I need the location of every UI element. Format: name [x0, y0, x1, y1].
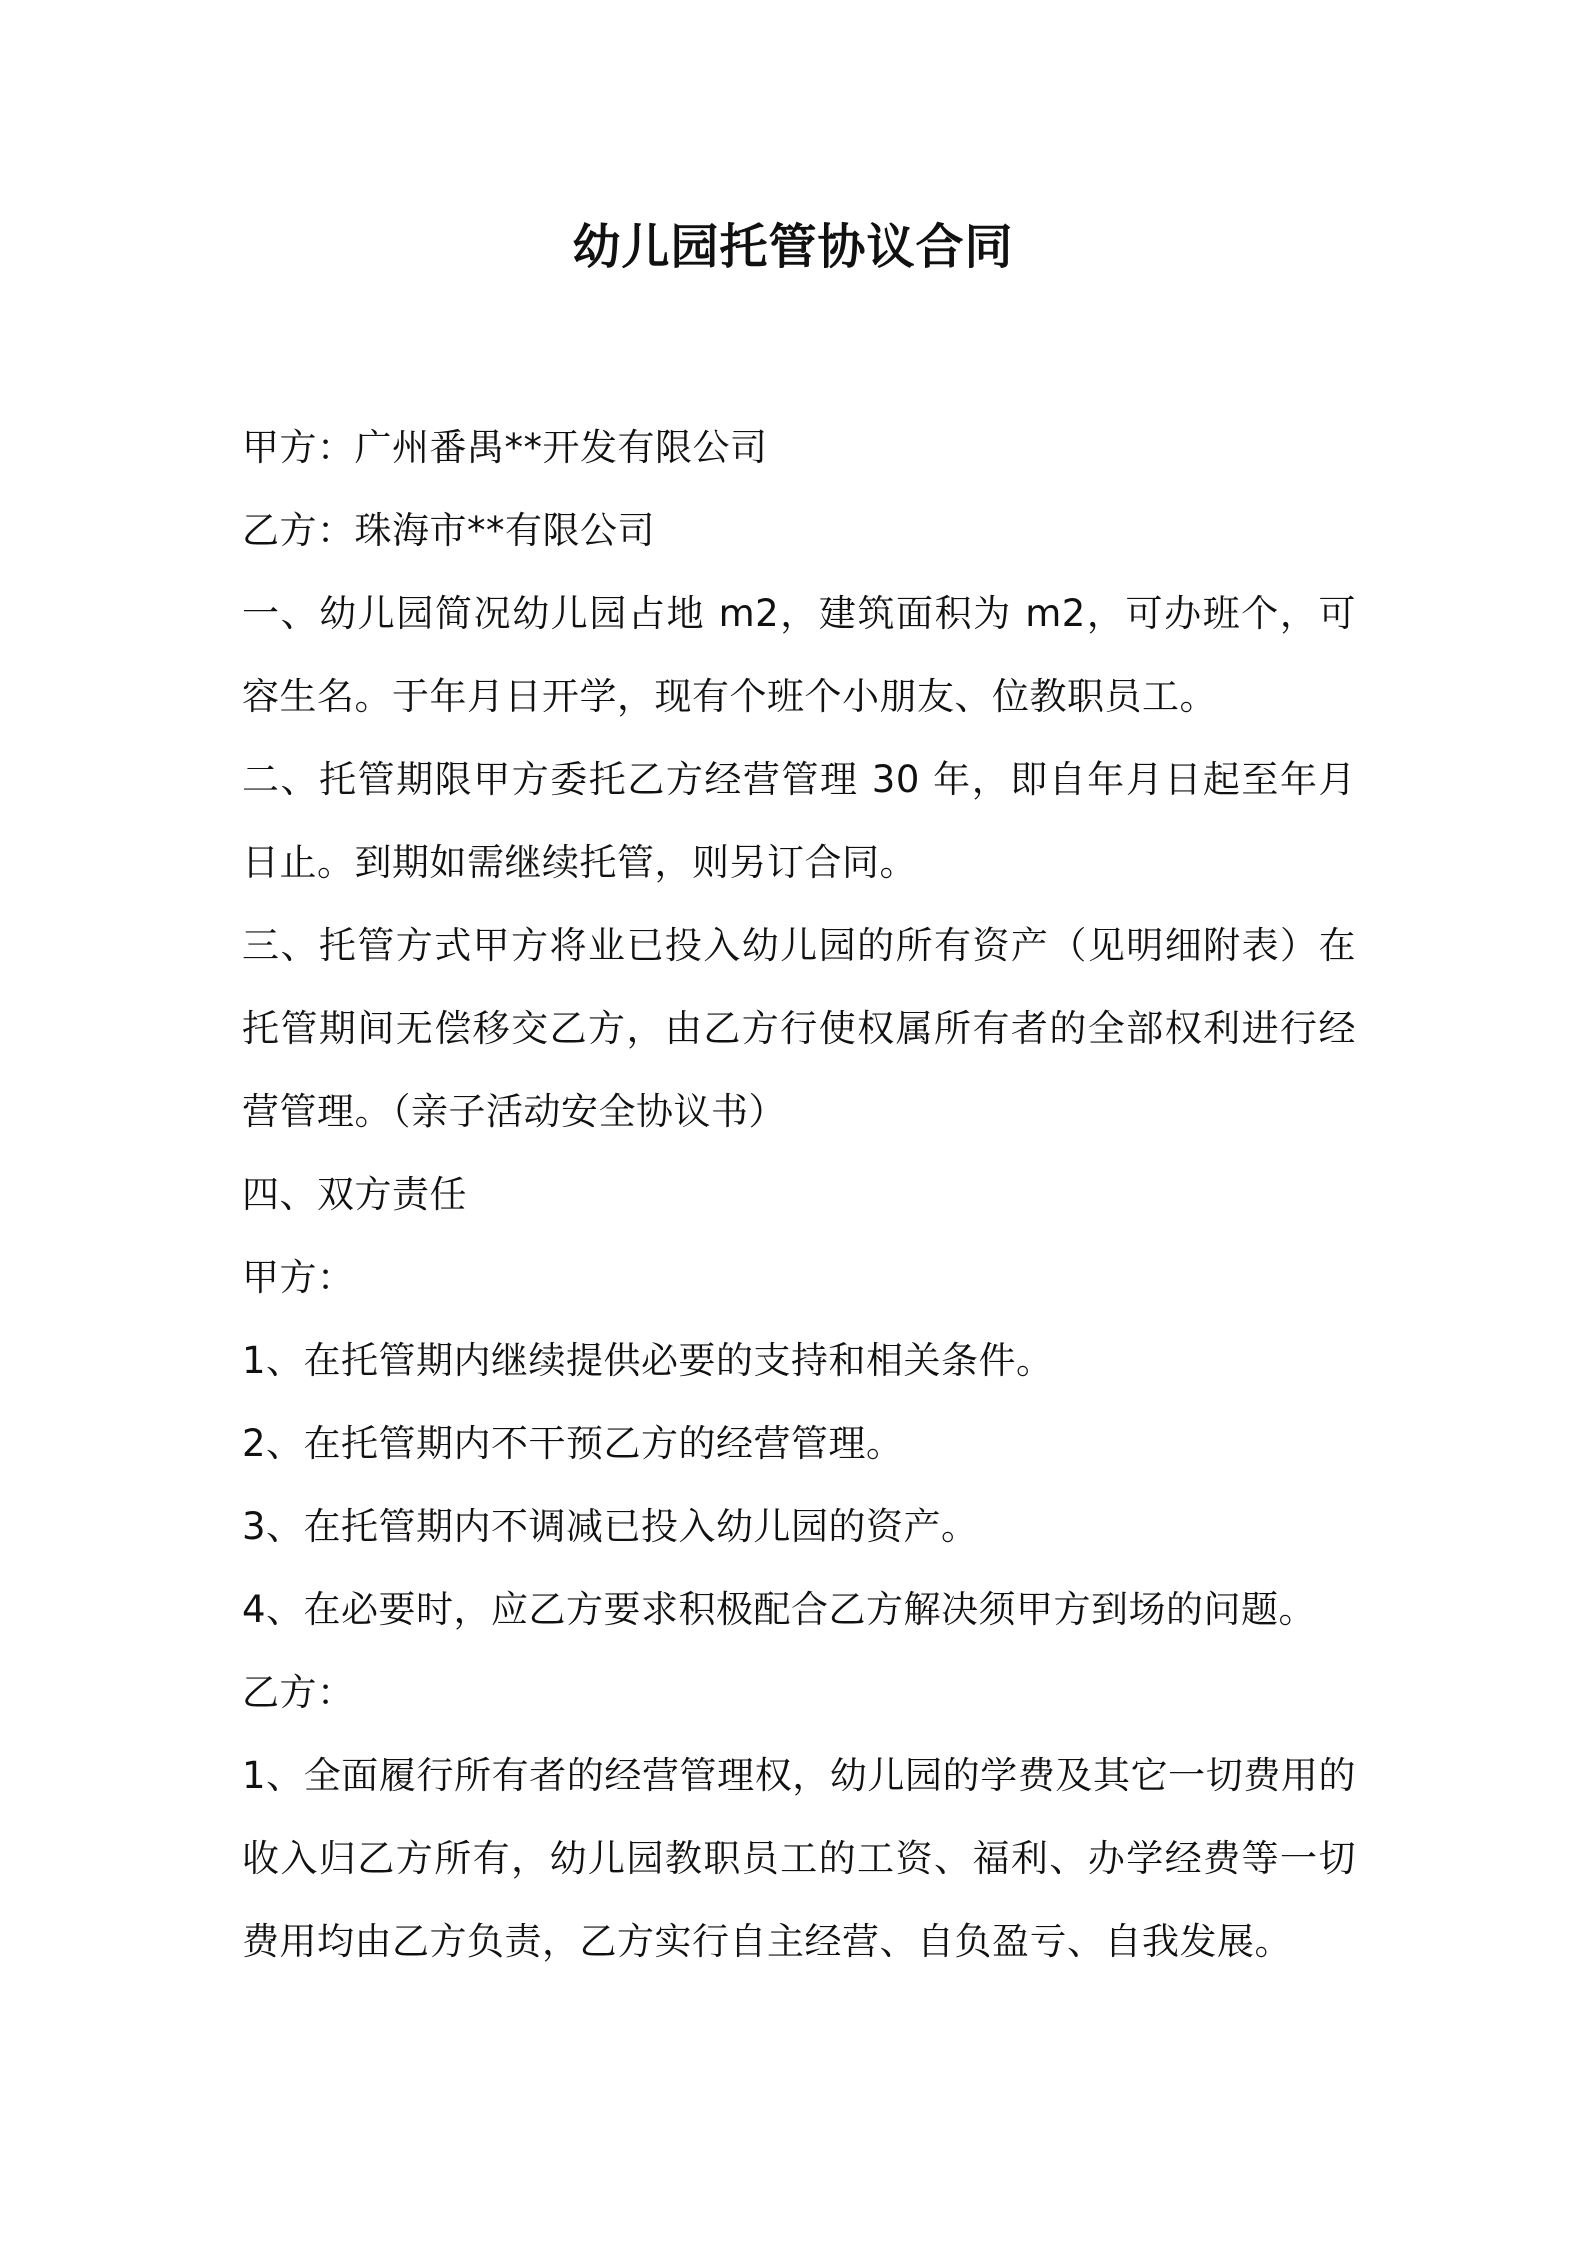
clause-2-term: 二、托管期限甲方委托乙方经营管理 30 年，即自年月日起至年月日止。到期如需继续托管，则另订合同。 [242, 758, 1356, 884]
clause-1-overview: 一、幼儿园简况幼儿园占地 m2，建筑面积为 m2，可办班个，可容生名。于年月日开学，现有个班个小朋友、位教职员工。 [242, 592, 1356, 718]
party-b-line: 乙方：珠海市**有限公司 [242, 509, 655, 552]
party-a-duty-1: 1、在托管期内继续提供必要的支持和相关条件。 [242, 1339, 1054, 1382]
party-b-duty-1: 1、全面履行所有者的经营管理权，幼儿园的学费及其它一切费用的收入归乙方所有，幼儿园教职员工的工资、福利、办学经费等一切费用均由乙方负责，乙方实行自主经营、自负盈亏、自我发展。 [242, 1754, 1356, 1963]
party-a-duty-3: 3、在托管期内不调减已投入幼儿园的资产。 [242, 1505, 979, 1548]
clause-4-heading: 四、双方责任 [242, 1173, 467, 1216]
party-a-duty-4: 4、在必要时，应乙方要求积极配合乙方解决须甲方到场的问题。 [242, 1588, 1317, 1631]
party-a-duty-2: 2、在托管期内不干预乙方的经营管理。 [242, 1422, 904, 1465]
clause-3-method: 三、托管方式甲方将业已投入幼儿园的所有资产（见明细附表）在托管期间无偿移交乙方，由乙方行使权属所有者的全部权利进行经营管理。（亲子活动安全协议书） [242, 924, 1356, 1133]
document-title: 幼儿园托管协议合同 [572, 219, 1014, 275]
document-body [242, 406, 1356, 1983]
party-b-duties-heading: 乙方： [242, 1671, 355, 1714]
party-a-duties-heading: 甲方： [242, 1256, 355, 1299]
party-a-line: 甲方：广州番禺**开发有限公司 [242, 426, 768, 469]
